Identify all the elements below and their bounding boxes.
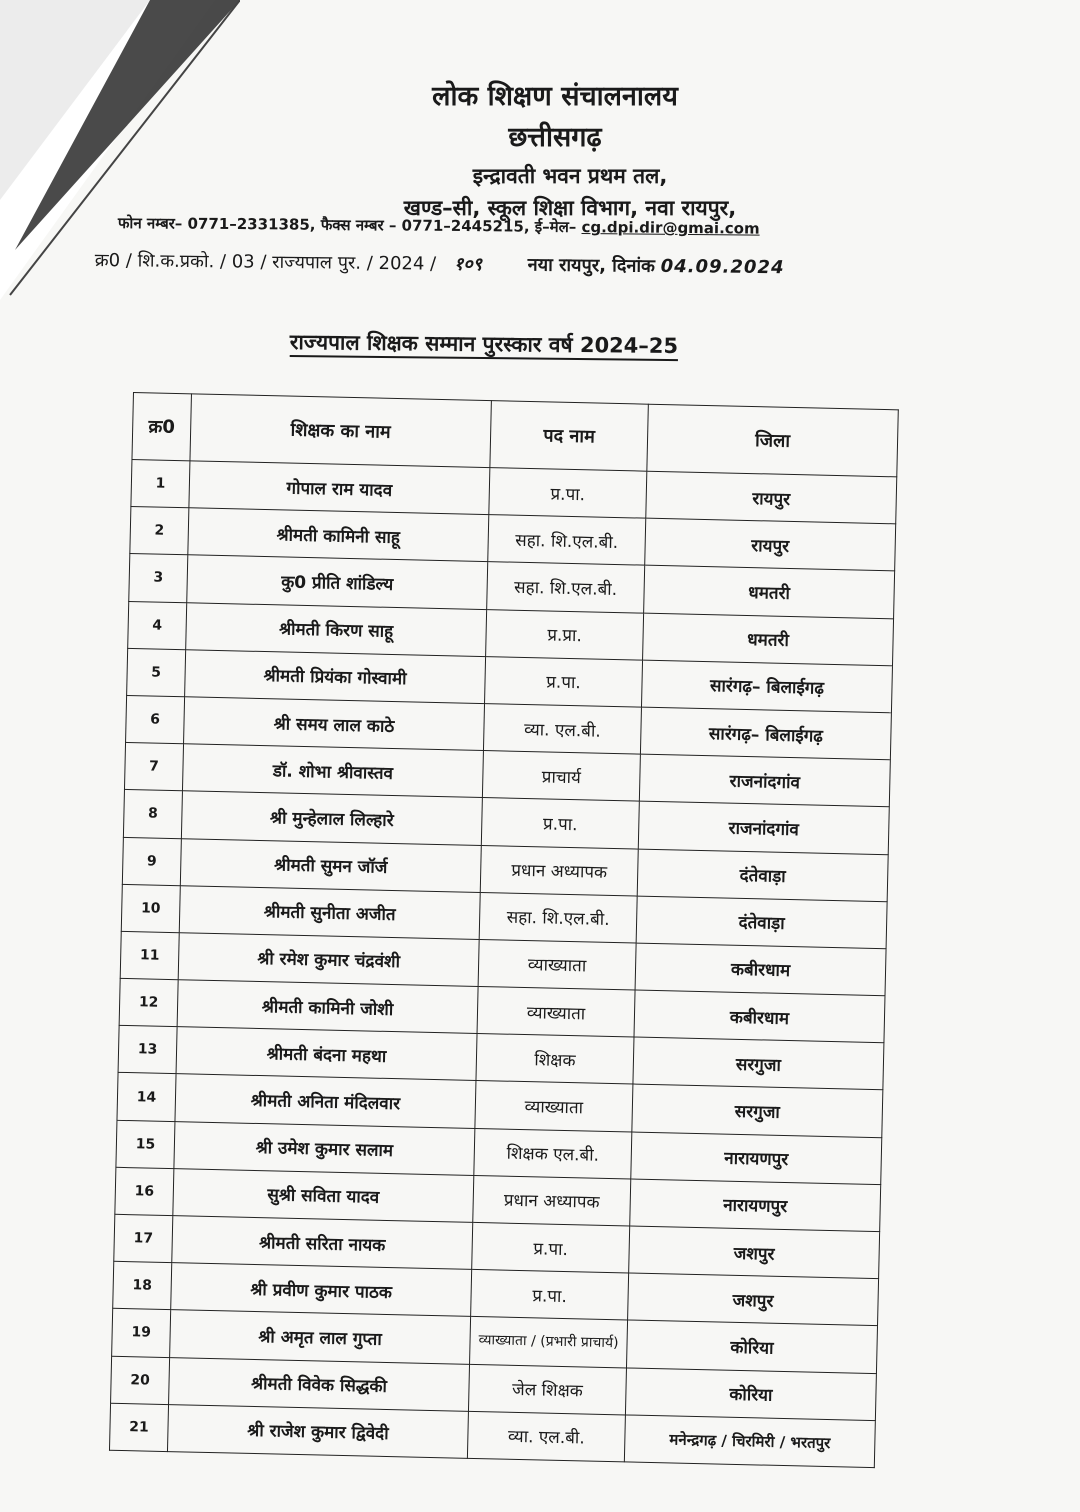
cell-district: जशपुर: [629, 1226, 880, 1279]
cell-district: सरगुजा: [633, 1037, 884, 1090]
cell-post: शिक्षक: [476, 1034, 634, 1085]
cell-post: व्या. एल.बी.: [467, 1411, 625, 1462]
cell-district: नारायणपुर: [631, 1132, 882, 1185]
cell-teacher-name: श्रीमती विवेक सिद्धकी: [169, 1357, 470, 1411]
cell-teacher-name: डॉ. शोभा श्रीवास्तव: [182, 744, 483, 798]
cell-district: कबीरधाम: [635, 943, 886, 996]
cell-post: सहा. शि.एल.बी.: [479, 892, 637, 943]
cell-serial: 12: [119, 978, 178, 1026]
cell-post: व्याख्याता: [478, 939, 636, 990]
cell-teacher-name: श्रीमती कामिनी जोशी: [177, 980, 478, 1034]
cell-serial: 16: [115, 1167, 174, 1215]
document-title: राज्यपाल शिक्षक सम्मान पुरस्कार वर्ष 2024–25: [289, 329, 679, 359]
cell-teacher-name: कु0 प्रीति शांडिल्य: [187, 555, 488, 609]
column-header-district: जिला: [647, 404, 898, 477]
document-date: 04.09.2024: [660, 255, 785, 279]
cell-serial: 5: [127, 648, 186, 696]
cell-serial: 4: [128, 601, 187, 649]
cell-serial: 2: [130, 507, 189, 555]
cell-post: प्रधान अध्यापक: [480, 845, 638, 896]
awardees-table-wrapper: [109, 392, 898, 1468]
cell-district: राजनांदगांव: [638, 801, 889, 854]
cell-post: व्याख्याता: [477, 987, 635, 1038]
cell-teacher-name: श्री उमेश कुमार सलाम: [174, 1121, 475, 1175]
cell-teacher-name: श्रीमती अनिता मंदिलवार: [175, 1074, 476, 1128]
cell-serial: 13: [118, 1026, 177, 1074]
cell-district: कोरिया: [625, 1368, 876, 1421]
cell-serial: 8: [123, 790, 182, 838]
cell-teacher-name: श्रीमती बंदना महथा: [176, 1027, 477, 1081]
cell-teacher-name: श्रीमती सुमन जॉर्ज: [180, 838, 481, 892]
cell-teacher-name: श्री मुन्हेलाल लिल्हारे: [181, 791, 482, 845]
cell-serial: 3: [129, 554, 188, 602]
cell-teacher-name: सुश्री सविता यादव: [173, 1168, 474, 1222]
cell-district: जशपुर: [628, 1273, 879, 1326]
cell-district: सारंगढ़– बिलाईगढ़: [640, 707, 891, 760]
cell-serial: 15: [116, 1120, 175, 1168]
column-header-name: शिक्षक का नाम: [190, 394, 491, 468]
cell-district: नारायणपुर: [630, 1179, 881, 1232]
cell-post: शिक्षक एल.बी.: [474, 1128, 632, 1179]
cell-teacher-name: श्री समय लाल काठे: [184, 697, 485, 751]
cell-serial: 17: [114, 1214, 173, 1262]
cell-serial: 6: [126, 695, 185, 743]
cell-post: प्र.पा.: [485, 656, 643, 707]
cell-serial: 19: [112, 1309, 171, 1357]
awardees-table: [109, 392, 899, 1468]
cell-post: प्र.पा.: [481, 798, 639, 849]
cell-teacher-name: श्रीमती कामिनी साहू: [188, 508, 489, 562]
cell-teacher-name: श्रीमती किरण साहू: [186, 602, 487, 656]
cell-serial: 9: [122, 837, 181, 885]
cell-district: कबीरधाम: [634, 990, 885, 1043]
contact-phone-fax: फोन नम्बर– 0771–2331385, फैक्स नम्बर – 0771–2445215, ई–मेल–: [117, 213, 577, 236]
cell-district: सारंगढ़– बिलाईगढ़: [641, 660, 892, 713]
cell-post: प्र.पा.: [472, 1222, 630, 1273]
cell-post: जेल शिक्षक: [468, 1364, 626, 1415]
cell-district: कोरिया: [626, 1320, 877, 1373]
cell-teacher-name: श्री अमृत लाल गुप्ता: [170, 1310, 471, 1364]
cell-post: व्याख्याता: [475, 1081, 633, 1132]
header-state: छत्तीसगढ़: [508, 122, 602, 153]
cell-district: धमतरी: [644, 566, 895, 619]
cell-serial: 18: [113, 1261, 172, 1309]
cell-district: राजनांदगांव: [639, 754, 890, 807]
cell-teacher-name: श्री प्रवीण कुमार पाठक: [171, 1263, 472, 1317]
cell-post: सहा. शि.एल.बी.: [487, 562, 645, 613]
cell-post: प्र.पा.: [489, 468, 647, 519]
cell-district: धमतरी: [643, 613, 894, 666]
cell-teacher-name: श्रीमती सुनीता अजीत: [179, 885, 480, 939]
header-office-name: लोक शिक्षण संचालनालय: [432, 81, 678, 112]
table-body: [109, 459, 896, 1467]
cell-serial: 20: [111, 1356, 170, 1404]
reference-prefix: क्र0 / शि.क.प्रको. / 03 / राज्यपाल पुर. / 2024 /: [94, 249, 437, 275]
cell-district: रायपुर: [646, 471, 897, 524]
cell-teacher-name: श्री राजेश कुमार द्विवेदी: [167, 1404, 468, 1458]
place-date-label: नया रायपुर, दिनांक: [527, 254, 656, 277]
column-header-post: पद नाम: [490, 401, 648, 472]
office-header: [0, 70, 1080, 222]
cell-post: प्रधान अध्यापक: [473, 1175, 631, 1226]
column-header-serial: क्र0: [132, 393, 192, 461]
cell-post: व्याख्याता / (प्रभारी प्राचार्य): [470, 1317, 628, 1368]
cell-teacher-name: श्रीमती सरिता नायक: [172, 1216, 473, 1270]
cell-district: दंतेवाड़ा: [636, 896, 887, 949]
cell-serial: 10: [121, 884, 180, 932]
cell-teacher-name: श्रीमती प्रियंका गोस्वामी: [185, 650, 486, 704]
cell-post: प्र.पा.: [471, 1270, 629, 1321]
reference-number: १०९: [453, 253, 483, 276]
cell-serial: 14: [117, 1073, 176, 1121]
cell-serial: 1: [131, 459, 190, 507]
cell-post: सहा. शि.एल.बी.: [488, 515, 646, 566]
contact-email: cg.dpi.dir@gmai.com: [581, 218, 760, 238]
cell-serial: 7: [124, 743, 183, 791]
header-building: इन्द्रावती भवन प्रथम तल,: [472, 164, 668, 188]
cell-district: सरगुजा: [632, 1084, 883, 1137]
cell-district: रायपुर: [645, 518, 896, 571]
cell-serial: 11: [120, 931, 179, 979]
cell-post: प्राचार्य: [482, 751, 640, 802]
cell-post: प्र.प्रा.: [486, 609, 644, 660]
cell-district: मनेन्द्रगढ़ / चिरमिरी / भरतपुर: [624, 1415, 875, 1468]
header-address: खण्ड–सी, स्कूल शिक्षा विभाग, नवा रायपुर,: [403, 196, 737, 220]
cell-district: दंतेवाड़ा: [637, 849, 888, 902]
cell-serial: 21: [109, 1403, 168, 1451]
cell-teacher-name: श्री रमेश कुमार चंद्रवंशी: [178, 933, 479, 987]
cell-post: व्या. एल.बी.: [483, 703, 641, 754]
cell-teacher-name: गोपाल राम यादव: [189, 461, 490, 515]
